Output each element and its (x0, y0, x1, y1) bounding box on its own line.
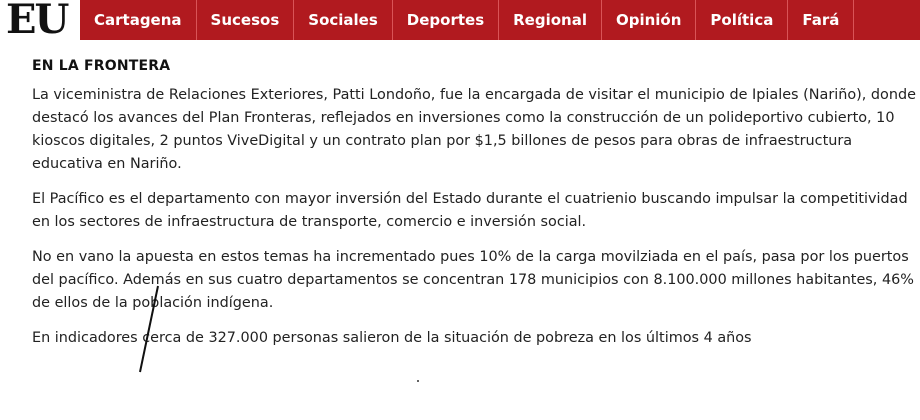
article-paragraph: El Pacífico es el departamento con mayor inversión del Estado durante el cuatrienio buscando impulsar la competitividad en los sectores de infraestructura de transporte, comercio e inversión social. (32, 191, 908, 230)
nav-item-cartagena[interactable]: Cartagena (80, 0, 197, 40)
article-paragraph: La viceministra de Relaciones Exteriores, Patti Londoño, fue la encargada de visitar el municipio de Ipiales (Nariño), donde destacó los avances del Plan Fronteras, reflejados en inversiones como la construcción de un polideportivo cubierto, 10 kioscos digitales, 2 puntos ViveDigital y un contrato plan por $1,5 billones de pesos para obras de infraestructura educativa en Nariño. (32, 87, 916, 172)
nav-item-regional[interactable]: Regional (499, 0, 602, 40)
nav-item-sociales[interactable]: Sociales (294, 0, 393, 40)
article-heading: EN LA FRONTERA (32, 58, 171, 74)
nav-item-sucesos[interactable]: Sucesos (197, 0, 295, 40)
nav-item-politica[interactable]: Política (696, 0, 788, 40)
article-paragraph: No en vano la apuesta en estos temas ha incrementado pues 10% de la carga movilziada en el país, pasa por los puertos del pacífico. Además en sus cuatro departamentos se concentran 178 municipios con 8.100.000 millones habitantes, 46% de ellos de la población indígena. (32, 249, 914, 311)
nav-item-deportes[interactable]: Deportes (393, 0, 499, 40)
site-logo-text: EU (6, 0, 68, 43)
nav-item-opinion[interactable]: Opinión (602, 0, 696, 40)
nav-item-farandula[interactable]: Fará (788, 0, 854, 40)
article-paragraph: En indicadores cerca de 327.000 personas salieron de la situación de pobreza en los últimos 4 años (32, 330, 752, 346)
